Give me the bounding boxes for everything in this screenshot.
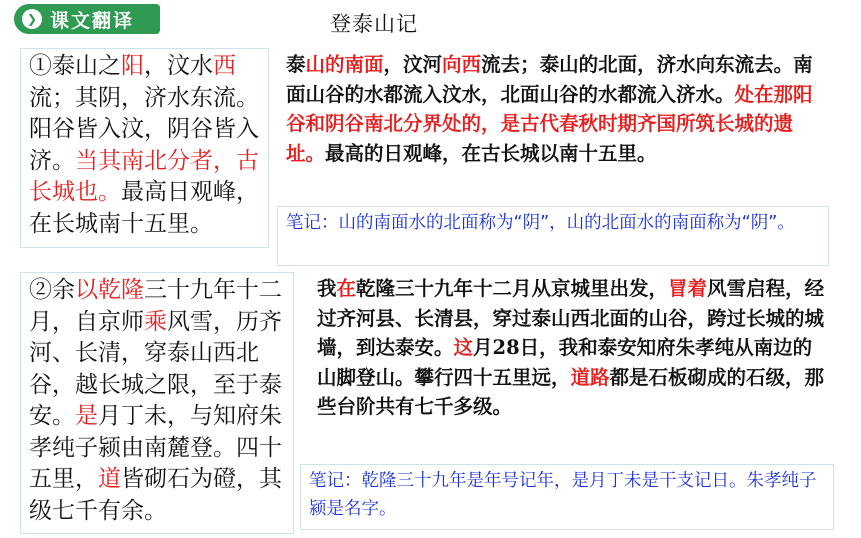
text-run: ②余 [29, 277, 75, 303]
text-run: 最高的日观峰，在古长城以南十五里。 [325, 141, 657, 165]
note-2: 笔记：乾隆三十九年是年号记年，是月丁未是干支记日。朱孝纯子颍是名字。 [300, 464, 834, 530]
highlighted-text: 在 [336, 277, 357, 300]
text-run: 风雪，历齐河、长清，穿泰山西北谷，越长城之限，至于泰安。 [29, 308, 282, 429]
translation-text-1 [276, 48, 834, 204]
text-run: 月丁未，与知府朱孝纯子颍由南麓登。四十五里， [29, 403, 282, 492]
highlighted-text: 阳 [121, 53, 144, 79]
highlighted-text: 山的南面 [305, 53, 384, 76]
text-run: 流去；泰山的北面，济水向东流去。南面山谷的水都流入汶水，北面山谷的水都流入济水。 [286, 53, 813, 106]
highlighted-text: 这 [453, 336, 474, 359]
text-run: 我 [317, 277, 337, 300]
highlighted-text: 以乾隆 [75, 277, 144, 303]
text-run: 皆砌石为磴，其级七千有余。 [29, 466, 282, 524]
section-tag [14, 4, 160, 34]
highlighted-text: 处在那阳谷和阴谷南北分界处的，是古代春秋时期齐国所筑长城的遗址。 [286, 82, 813, 165]
text-run: ，汶水 [144, 53, 213, 79]
text-run: 风雪启程，经过齐河县、长清县，穿过泰山西北面的山谷，跨过长城的城墙，到达泰安。 [317, 277, 825, 359]
highlighted-text: 冒着 [668, 277, 708, 300]
text-run: 月28日，我和泰安知府朱孝纯从南边的山脚登山。攀行四十五里远， [317, 336, 813, 389]
translation-text-2 [307, 272, 832, 460]
original-text-1 [20, 48, 269, 248]
text-run: 乾隆三十九年十二月从京城里出发， [356, 277, 669, 300]
text-run: 都是石板砌成的石级，那些台阶共有七千多级。 [317, 365, 825, 418]
section-tag-label: 课文翻译 [50, 9, 135, 32]
text-run: 泰 [286, 53, 306, 76]
page-title: 登泰山记 [330, 12, 418, 36]
text-run: ①泰山之 [29, 53, 121, 79]
text-run: ，汶河 [383, 53, 443, 76]
text-run: 最高日观峰，在长城南十五里。 [29, 179, 259, 237]
highlighted-text: 西 [213, 53, 236, 79]
text-run: 三十九年十二月，自京师 [29, 277, 282, 335]
original-text-2 [20, 272, 294, 534]
highlighted-text: 当其南北分者，古长城也。 [29, 147, 259, 205]
highlighted-text: 向西 [442, 53, 482, 76]
note-1: 笔记：山的南面水的北面称为“阴”，山的北面水的南面称为“阴”。 [277, 206, 829, 266]
highlighted-text: 乘 [144, 308, 167, 335]
highlighted-text: 道路 [570, 365, 610, 389]
highlighted-text: 是 [75, 403, 98, 429]
chevron-right-icon: ❯ [22, 9, 42, 29]
highlighted-text: 道 [98, 466, 121, 492]
text-run: 流；其阴，济水东流。阳谷皆入汶，阴谷皆入济。 [29, 84, 259, 174]
